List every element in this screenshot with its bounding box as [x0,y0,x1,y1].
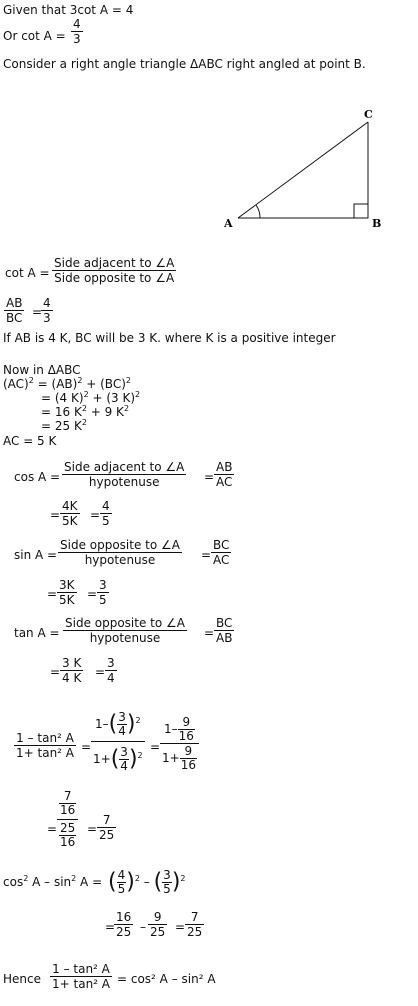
expr2-eq: = [47,822,58,836]
cot-def-fraction: Side adjacent to ∠A Side opposite to ∠A [54,256,175,285]
tan-def-fraction: Side opposite to ∠A hypotenuse [65,616,185,645]
sin-ratio: $\frac{BC}{AC}$ [213,538,230,567]
expr4-fraction-1: $\frac{16}{25}$ [116,910,132,939]
tan-lhs: tan A = [14,626,60,640]
expr4-eq: = [105,920,116,934]
expr1-eq2: = [150,740,161,754]
cos-lhs: cos A = [14,470,61,484]
pyth-line-3: = 16 $K^2 + 9$ $K^2$ [41,404,130,419]
vertex-c-label: C [364,108,373,121]
tan-value: $\frac{3}{4}$ [107,656,115,685]
expr2-eq2: = [87,822,98,836]
cos-eq: = [204,470,215,484]
expr4-fraction-2: $\frac{9}{25}$ [150,910,166,939]
expr4-result: $\frac{7}{25}$ [187,910,203,939]
cot-fraction: $\frac{4}{3}$ [73,17,81,46]
sin-k-fraction: $\frac{3K}{5K}$ [59,578,75,607]
expr4-minus: – [140,920,146,934]
expr3-rhs: ( $\frac{4}{5}$ )$^2$ – ( $\frac{3}{5}$ )$^2$ [108,868,186,896]
cos-eq2: = [50,508,61,522]
ab-bc-equals: = [32,305,43,319]
cos-value: $\frac{4}{5}$ [102,499,110,528]
pyth-line-4: = 25 $K^2$ [41,418,87,433]
sin-eq3: = [87,587,98,601]
pyth-line-1: (AC)$^2$ = (AB)$^2$ + (BC)$^2$ [3,376,131,391]
or-cot-line: Or cot A = [3,29,66,43]
cos-k-fraction: $\frac{4K}{5K}$ [62,499,78,528]
cos-eq3: = [90,508,101,522]
tan-eq3: = [95,665,106,679]
expr1-middle-fraction: 1–( $\frac{3}{4}$ )$^2$ 1+( $\frac{3}{4}$ )$^2$ [91,707,145,776]
hence-fraction: $\frac{\text{1 – tan² A}}{\text{1+ tan² A}}$ [52,962,111,991]
sin-lhs: sin A = [14,548,58,562]
vertex-b-label: B [372,217,382,230]
ac-value: AC = 5 K [3,434,57,448]
given-line: Given that 3cot A = 4 [3,3,134,17]
cot-def-lhs: cot A = [5,266,50,280]
cos-def-fraction: Side adjacent to ∠A hypotenuse [64,460,185,489]
sin-eq: = [201,548,212,562]
tan-k-fraction: $\frac{3 K}{4 K}$ [62,656,82,685]
expr2-compound-fraction: $\frac{\frac{7}{16}}{\frac{25}{16}}$ [57,790,78,849]
sin-eq2: = [47,587,58,601]
cos-ratio: $\frac{AB}{AC}$ [216,460,233,489]
hence-label: Hence [3,972,41,986]
if-line: If AB is 4 K, BC will be 3 K. where K is a positive integer [3,331,336,345]
vertex-a-label: A [224,217,233,230]
tan-ratio: $\frac{BC}{AB}$ [216,616,233,645]
expr1-eq: = [81,740,92,754]
expr3-lhs: $\cos^2 A - \sin^2 A$ = [3,874,103,889]
sin-def-fraction: Side opposite to ∠A hypotenuse [60,538,180,567]
now-line: Now in ΔABC [3,363,81,377]
consider-line: Consider a right angle triangle ΔABC right angled at point B. [3,57,366,71]
triangle-diagram [220,100,410,235]
tan-eq: = [204,626,215,640]
ab-bc-result: $\frac{4}{3}$ [43,296,51,325]
expr4-eq2: = [175,920,186,934]
tan-eq2: = [50,665,61,679]
expr2-result: $\frac{7}{25}$ [99,813,115,842]
expr1-lhs-fraction: $\frac{\text{1 – tan² A}}{\text{1+ tan² A}}$ [16,731,75,760]
ab-bc-fraction: $\frac{AB}{BC}$ [6,296,23,325]
expr1-right-fraction: 1– $\frac{9}{16}$ 1+ $\frac{9}{16}$ [160,715,199,772]
sin-value: $\frac{3}{5}$ [99,578,107,607]
pyth-line-2: = (4 K)$^2$ + (3 K)$^2$ [41,390,141,405]
hence-rhs: = cos² A – sin² A [117,972,216,986]
